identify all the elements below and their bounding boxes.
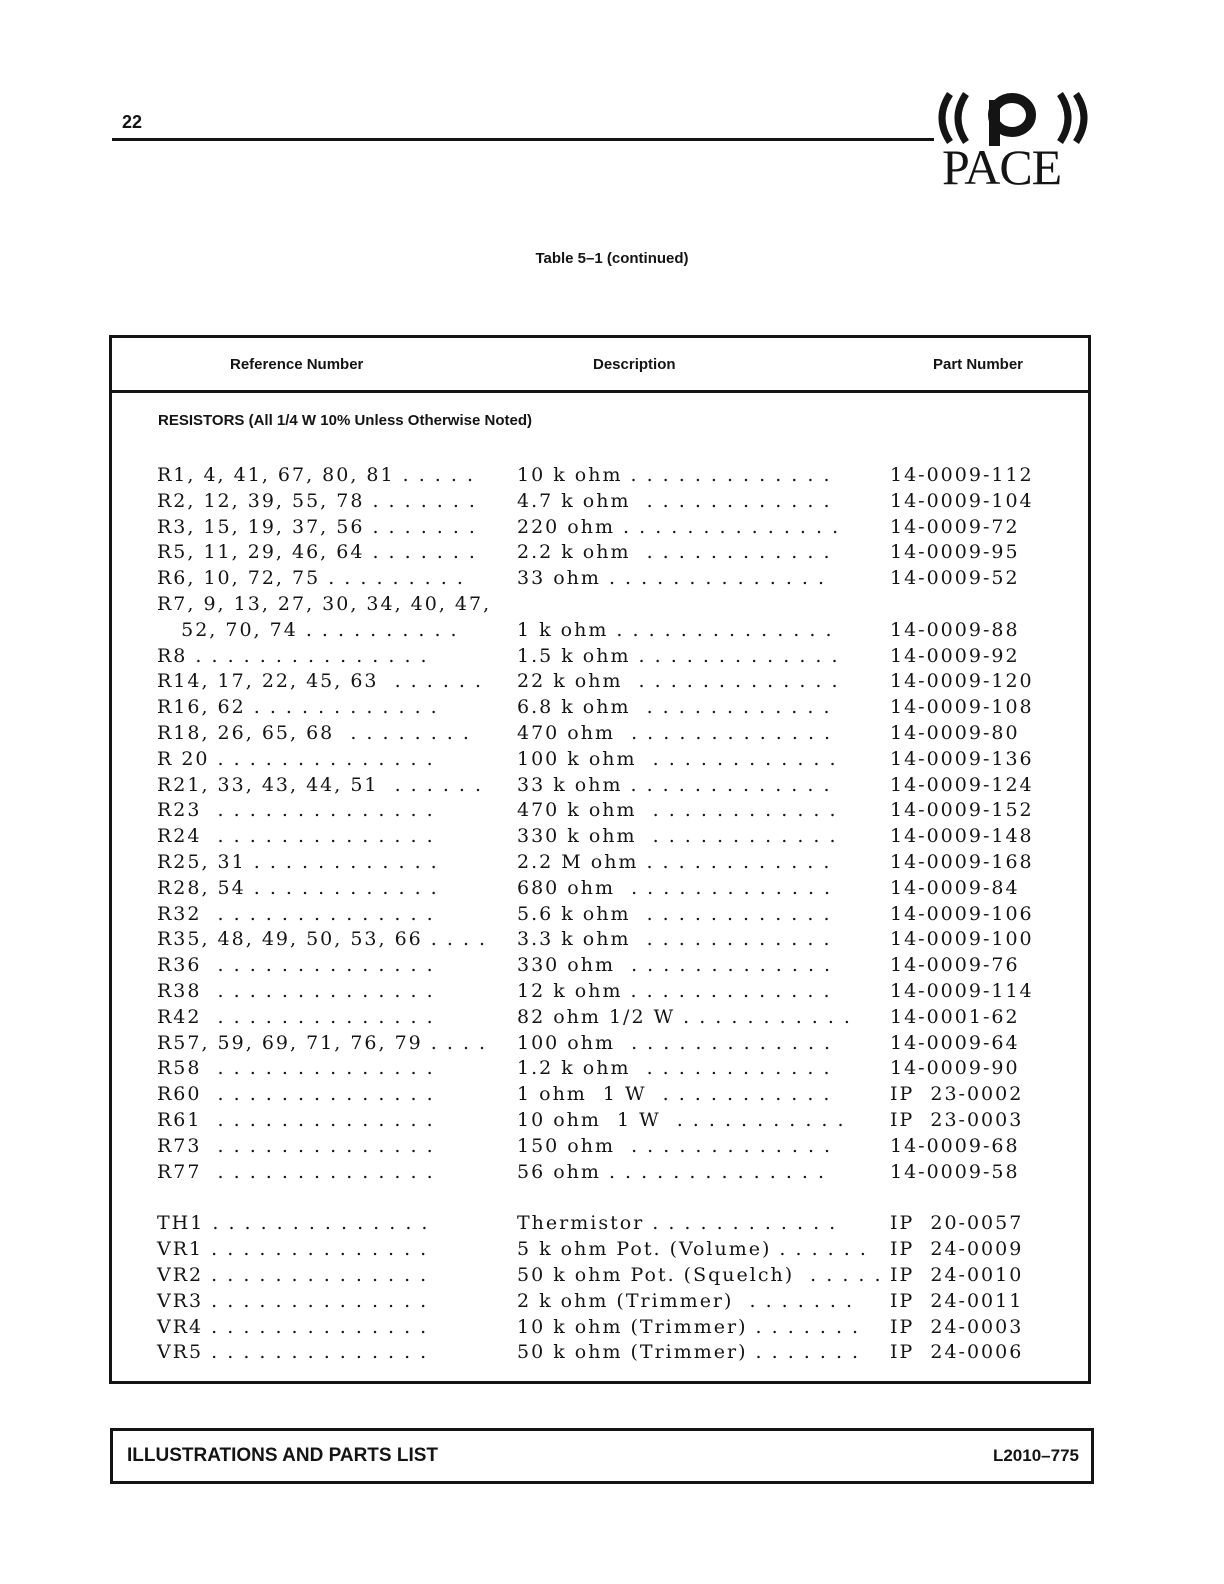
reference-cell: R23 . . . . . . . . . . . . . . bbox=[157, 799, 435, 822]
reference-cell: R32 . . . . . . . . . . . . . . bbox=[157, 902, 435, 925]
part-number-cell: 14-0009-84 bbox=[890, 876, 1020, 899]
reference-cell: R2, 12, 39, 55, 78 . . . . . . . bbox=[157, 489, 477, 512]
reference-cell: VR1 . . . . . . . . . . . . . . bbox=[157, 1238, 429, 1261]
table-row bbox=[112, 1030, 1088, 1056]
description-cell: 10 k ohm . . . . . . . . . . . . . bbox=[517, 464, 832, 486]
part-number-cell: 14-0009-148 bbox=[890, 825, 1034, 848]
reference-cell: R60 . . . . . . . . . . . . . . bbox=[157, 1083, 435, 1106]
table-row bbox=[112, 1081, 1088, 1107]
part-number-cell: IP 24-0003 bbox=[890, 1315, 1024, 1338]
table-row bbox=[112, 565, 1088, 591]
part-number-cell: 14-0009-64 bbox=[890, 1031, 1020, 1054]
part-number-cell: 14-0009-106 bbox=[890, 902, 1034, 925]
header-reference-number: Reference Number bbox=[230, 356, 364, 373]
reference-cell: R16, 62 . . . . . . . . . . . . bbox=[157, 696, 439, 719]
header-description: Description bbox=[593, 356, 676, 373]
part-number-cell: 14-0009-100 bbox=[890, 928, 1034, 951]
part-number-cell: IP 23-0003 bbox=[890, 1109, 1024, 1131]
table-row bbox=[112, 488, 1088, 514]
reference-cell: R6, 10, 72, 75 . . . . . . . . . bbox=[157, 567, 465, 590]
table-row bbox=[112, 1288, 1088, 1314]
description-cell: 12 k ohm . . . . . . . . . . . . . bbox=[517, 980, 832, 1002]
description-cell: 330 ohm . . . . . . . . . . . . . bbox=[517, 954, 833, 977]
table-row bbox=[112, 875, 1088, 901]
table-row bbox=[112, 797, 1088, 823]
table-row bbox=[112, 720, 1088, 746]
reference-cell: R18, 26, 65, 68 . . . . . . . . bbox=[157, 722, 471, 744]
reference-cell: R7, 9, 13, 27, 30, 34, 40, 47, bbox=[157, 593, 492, 615]
part-number-cell: 14-0009-108 bbox=[890, 696, 1034, 719]
description-cell: 220 ohm . . . . . . . . . . . . . . bbox=[517, 515, 841, 538]
part-number-cell: 14-0009-58 bbox=[890, 1160, 1020, 1183]
part-number-cell: IP 20-0057 bbox=[890, 1212, 1024, 1235]
description-cell: 6.8 k ohm . . . . . . . . . . . . bbox=[517, 696, 832, 719]
description-cell: 2.2 k ohm . . . . . . . . . . . . bbox=[517, 541, 832, 564]
part-number-cell: IP 23-0002 bbox=[890, 1083, 1024, 1106]
table-row bbox=[112, 823, 1088, 849]
table-row bbox=[112, 1133, 1088, 1159]
description-cell: 1 ohm 1 W . . . . . . . . . . . bbox=[517, 1083, 832, 1106]
pace-logo-wordmark: PACE bbox=[942, 139, 1062, 195]
footer-title: ILLUSTRATIONS AND PARTS LIST bbox=[127, 1445, 439, 1466]
header-rule bbox=[112, 138, 934, 141]
description-cell: Thermistor . . . . . . . . . . . . bbox=[517, 1212, 838, 1235]
header-part-number: Part Number bbox=[933, 356, 1024, 373]
table-row bbox=[112, 772, 1088, 798]
reference-cell: R38 . . . . . . . . . . . . . . bbox=[157, 980, 435, 1002]
page-number: 22 bbox=[122, 112, 143, 132]
description-cell: 680 ohm . . . . . . . . . . . . . bbox=[517, 876, 833, 899]
table-row bbox=[112, 1159, 1088, 1185]
table-row bbox=[112, 978, 1088, 1004]
description-cell: 100 ohm . . . . . . . . . . . . . bbox=[517, 1031, 833, 1054]
description-cell: 33 k ohm . . . . . . . . . . . . . bbox=[517, 773, 832, 796]
description-cell: 1 k ohm . . . . . . . . . . . . . . bbox=[517, 618, 834, 641]
part-number-cell: 14-0009-88 bbox=[890, 618, 1020, 641]
footer-document-code: L2010–775 bbox=[992, 1446, 1079, 1465]
table-row bbox=[112, 952, 1088, 978]
reference-cell: VR2 . . . . . . . . . . . . . . bbox=[157, 1264, 429, 1286]
part-number-cell: 14-0009-68 bbox=[890, 1134, 1020, 1157]
description-cell: 470 ohm . . . . . . . . . . . . . bbox=[517, 722, 833, 744]
description-cell: 2.2 M ohm . . . . . . . . . . . . bbox=[517, 851, 832, 873]
part-number-cell: 14-0009-80 bbox=[890, 722, 1020, 744]
table-row bbox=[112, 1236, 1088, 1262]
part-number-cell: 14-0009-92 bbox=[890, 644, 1020, 667]
reference-cell: R24 . . . . . . . . . . . . . . bbox=[157, 825, 435, 848]
part-number-cell: IP 24-0010 bbox=[890, 1264, 1024, 1286]
table-header bbox=[112, 338, 1088, 393]
reference-cell: VR4 . . . . . . . . . . . . . . bbox=[157, 1315, 429, 1338]
reference-cell: R5, 11, 29, 46, 64 . . . . . . . bbox=[157, 541, 477, 564]
table-row bbox=[112, 1262, 1088, 1288]
pace-logo bbox=[928, 88, 1098, 196]
table-row bbox=[112, 901, 1088, 927]
part-number-cell: 14-0009-104 bbox=[890, 489, 1034, 512]
description-cell: 5 k ohm Pot. (Volume) . . . . . . bbox=[517, 1238, 868, 1261]
table-row bbox=[112, 591, 1088, 617]
reference-cell: R36 . . . . . . . . . . . . . . bbox=[157, 954, 435, 977]
part-number-cell: 14-0009-168 bbox=[890, 851, 1034, 873]
reference-cell: TH1 . . . . . . . . . . . . . . bbox=[157, 1212, 430, 1235]
part-number-cell: 14-0009-124 bbox=[890, 773, 1034, 796]
table-row bbox=[112, 746, 1088, 772]
part-number-cell: 14-0009-136 bbox=[890, 747, 1034, 770]
parts-table bbox=[109, 335, 1091, 1384]
reference-cell: R28, 54 . . . . . . . . . . . . bbox=[157, 876, 439, 899]
part-number-cell: 14-0009-120 bbox=[890, 670, 1034, 693]
description-cell: 150 ohm . . . . . . . . . . . . . bbox=[517, 1134, 833, 1157]
description-cell: 2 k ohm (Trimmer) . . . . . . . bbox=[517, 1289, 855, 1312]
reference-cell: R61 . . . . . . . . . . . . . . bbox=[157, 1109, 435, 1131]
part-number-cell: 14-0009-90 bbox=[890, 1057, 1020, 1080]
pace-logo-mark-icon bbox=[928, 88, 1098, 146]
table-row bbox=[112, 539, 1088, 565]
table-caption: Table 5–1 (continued) bbox=[535, 250, 689, 267]
description-cell: 50 k ohm Pot. (Squelch) . . . . . bbox=[517, 1264, 883, 1286]
reference-cell: VR5 . . . . . . . . . . . . . . bbox=[157, 1341, 429, 1364]
reference-cell: R3, 15, 19, 37, 56 . . . . . . . bbox=[157, 515, 477, 538]
description-cell: 56 ohm . . . . . . . . . . . . . . bbox=[517, 1160, 827, 1183]
description-cell: 1.2 k ohm . . . . . . . . . . . . bbox=[517, 1057, 832, 1080]
description-cell: 82 ohm 1/2 W . . . . . . . . . . . bbox=[517, 1005, 852, 1028]
description-cell: 33 ohm . . . . . . . . . . . . . . bbox=[517, 567, 827, 590]
part-number-cell: IP 24-0011 bbox=[890, 1289, 1024, 1312]
description-cell: 10 k ohm (Trimmer) . . . . . . . bbox=[517, 1315, 861, 1338]
table-row bbox=[112, 1339, 1088, 1365]
reference-cell: R1, 4, 41, 67, 80, 81 . . . . . bbox=[157, 464, 475, 486]
part-number-cell: 14-0009-76 bbox=[890, 954, 1020, 977]
table-row bbox=[112, 1004, 1088, 1030]
description-cell: 4.7 k ohm . . . . . . . . . . . . bbox=[517, 489, 832, 512]
table-row bbox=[112, 926, 1088, 952]
reference-cell: R14, 17, 22, 45, 63 . . . . . . bbox=[157, 670, 484, 693]
part-number-cell: 14-0001-62 bbox=[890, 1005, 1020, 1028]
reference-cell: R25, 31 . . . . . . . . . . . . bbox=[157, 851, 439, 873]
reference-cell: 52, 70, 74 . . . . . . . . . . bbox=[157, 618, 459, 641]
part-number-cell: 14-0009-114 bbox=[890, 980, 1034, 1002]
reference-cell: R57, 59, 69, 71, 76, 79 . . . . bbox=[157, 1031, 488, 1054]
description-cell: 470 k ohm . . . . . . . . . . . . bbox=[517, 799, 838, 822]
part-number-cell: IP 24-0009 bbox=[890, 1238, 1024, 1261]
part-number-cell: 14-0009-52 bbox=[890, 567, 1020, 590]
footer bbox=[110, 1428, 1094, 1484]
table-row bbox=[112, 849, 1088, 875]
table-row bbox=[112, 1314, 1088, 1340]
table-row bbox=[112, 462, 1088, 488]
reference-cell: R8 . . . . . . . . . . . . . . . bbox=[157, 644, 429, 667]
section-title: RESISTORS (All 1/4 W 10% Unless Otherwise Noted) bbox=[158, 412, 532, 429]
reference-cell: R35, 48, 49, 50, 53, 66 . . . . bbox=[157, 928, 488, 951]
table-row bbox=[112, 1107, 1088, 1133]
part-number-cell: 14-0009-72 bbox=[890, 515, 1020, 538]
part-number-cell: 14-0009-112 bbox=[890, 464, 1034, 486]
reference-cell: R42 . . . . . . . . . . . . . . bbox=[157, 1005, 435, 1028]
description-cell: 3.3 k ohm . . . . . . . . . . . . bbox=[517, 928, 832, 951]
table-row bbox=[112, 643, 1088, 669]
reference-cell: R21, 33, 43, 44, 51 . . . . . . bbox=[157, 773, 484, 796]
description-cell: 10 ohm 1 W . . . . . . . . . . . bbox=[517, 1109, 846, 1131]
reference-cell: R58 . . . . . . . . . . . . . . bbox=[157, 1057, 435, 1080]
description-cell: 100 k ohm . . . . . . . . . . . . bbox=[517, 747, 838, 770]
reference-cell: R 20 . . . . . . . . . . . . . . bbox=[157, 747, 435, 770]
part-number-cell: IP 24-0006 bbox=[890, 1341, 1024, 1364]
table-row bbox=[112, 1055, 1088, 1081]
reference-cell: R73 . . . . . . . . . . . . . . bbox=[157, 1134, 435, 1157]
table-row bbox=[112, 1210, 1088, 1236]
table-row bbox=[112, 617, 1088, 643]
reference-cell: VR3 . . . . . . . . . . . . . . bbox=[157, 1289, 429, 1312]
description-cell: 5.6 k ohm . . . . . . . . . . . . bbox=[517, 902, 832, 925]
table-row bbox=[112, 514, 1088, 540]
description-cell: 50 k ohm (Trimmer) . . . . . . . bbox=[517, 1341, 861, 1364]
reference-cell: R77 . . . . . . . . . . . . . . bbox=[157, 1160, 435, 1183]
table-row bbox=[112, 694, 1088, 720]
description-cell: 22 k ohm . . . . . . . . . . . . . bbox=[517, 670, 840, 693]
table-row bbox=[112, 668, 1088, 694]
description-cell: 1.5 k ohm . . . . . . . . . . . . . bbox=[517, 644, 840, 667]
part-number-cell: 14-0009-152 bbox=[890, 799, 1034, 822]
part-number-cell: 14-0009-95 bbox=[890, 541, 1020, 564]
description-cell: 330 k ohm . . . . . . . . . . . . bbox=[517, 825, 838, 848]
